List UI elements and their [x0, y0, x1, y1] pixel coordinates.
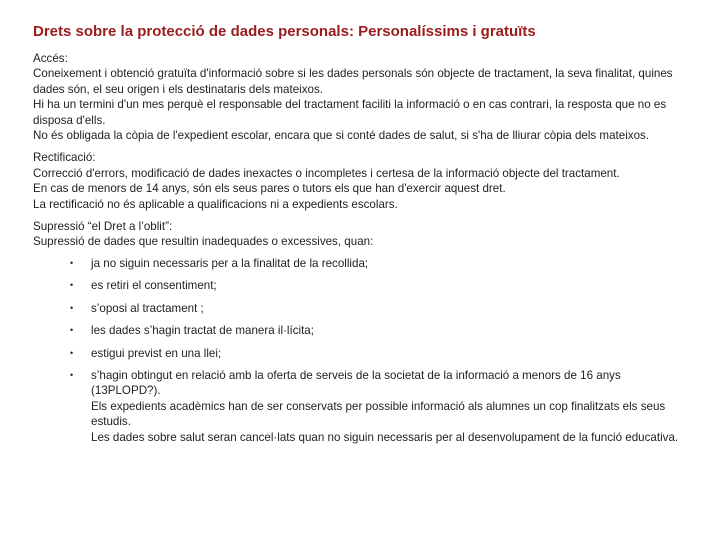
acces-line-2: Hi ha un termini d'un mes perquè el responsable del tractament faciliti la informació o en cas contrari, la resposta que no es disposa d'ells.	[33, 98, 667, 127]
bullet-text: s’oposi al tractament ;	[91, 301, 204, 315]
list-item	[33, 301, 693, 316]
supressio-intro: Supressió de dades que resultin inadequades o excessives, quan:	[33, 235, 374, 249]
section-heading-acces: Accés:	[33, 52, 68, 65]
section-heading-rectificacio: Rectificació:	[33, 151, 96, 165]
list-item	[33, 256, 693, 271]
bullet-extra-line-2: Les dades sobre salut seran cancel·lats quan no siguin necessaris per al desenvolupament de la funció educativa.	[91, 430, 679, 444]
list-item	[33, 278, 693, 293]
rectificacio-line-2: En cas de menors de 14 anys, són els seus pares o tutors els que han d'exercir aquest dret.	[33, 182, 506, 196]
slide-title: Drets sobre la protecció de dades personals: Personalíssims i gratuïts	[33, 23, 536, 40]
bullet-icon: •	[70, 257, 74, 268]
section-acces	[33, 51, 693, 143]
bullet-text: estigui previst en una llei;	[91, 346, 222, 360]
bullet-text: les dades s’hagin tractat de manera il·lícita;	[91, 324, 314, 338]
bullet-icon: •	[70, 325, 74, 336]
bullet-text: ja no siguin necessaris per a la finalitat de la recollida;	[91, 256, 369, 270]
bullet-icon: •	[70, 302, 74, 313]
rectificacio-line-3: La rectificació no és aplicable a qualificacions ni a expedients escolars.	[33, 197, 398, 211]
list-item	[33, 346, 693, 361]
acces-line-3: No és obligada la còpia de l'expedient escolar, encara que si conté dades de salut, si s'ha de lliurar còpia dels mateixos.	[33, 129, 650, 143]
bullet-text: es retiri el consentiment;	[91, 279, 217, 293]
bullet-icon: •	[70, 347, 74, 358]
bullet-text: s’hagin obtingut en relació amb la oferta de serveis de la societat de la informació a menors de 16 anys (13PLOPD?).	[91, 368, 621, 398]
list-item	[33, 368, 693, 445]
rectificacio-line-1: Correcció d'errors, modificació de dades inexactes o incompletes i certesa de la informació objecte del tractament.	[33, 166, 620, 180]
bullet-icon: •	[70, 280, 74, 291]
section-heading-supressio: Supressió “el Dret a l’oblit”:	[33, 220, 173, 234]
supressio-bullet-list	[33, 256, 693, 445]
bullet-icon: •	[70, 369, 74, 380]
acces-line-1: Coneixement i obtenció gratuïta d'informació sobre si les dades personals són objecte de tractament, la seva finalitat, quines dades són, el seu origen i els destinataris dels mateixos.	[33, 67, 673, 96]
list-item	[33, 323, 693, 338]
slide	[33, 22, 693, 452]
section-rectificacio	[33, 150, 693, 212]
section-supressio	[33, 219, 693, 445]
bullet-extra-line-1: Els expedients acadèmics han de ser conservats per possible informació als alumnes un cop finalitzats els seus estudis.	[91, 399, 666, 429]
